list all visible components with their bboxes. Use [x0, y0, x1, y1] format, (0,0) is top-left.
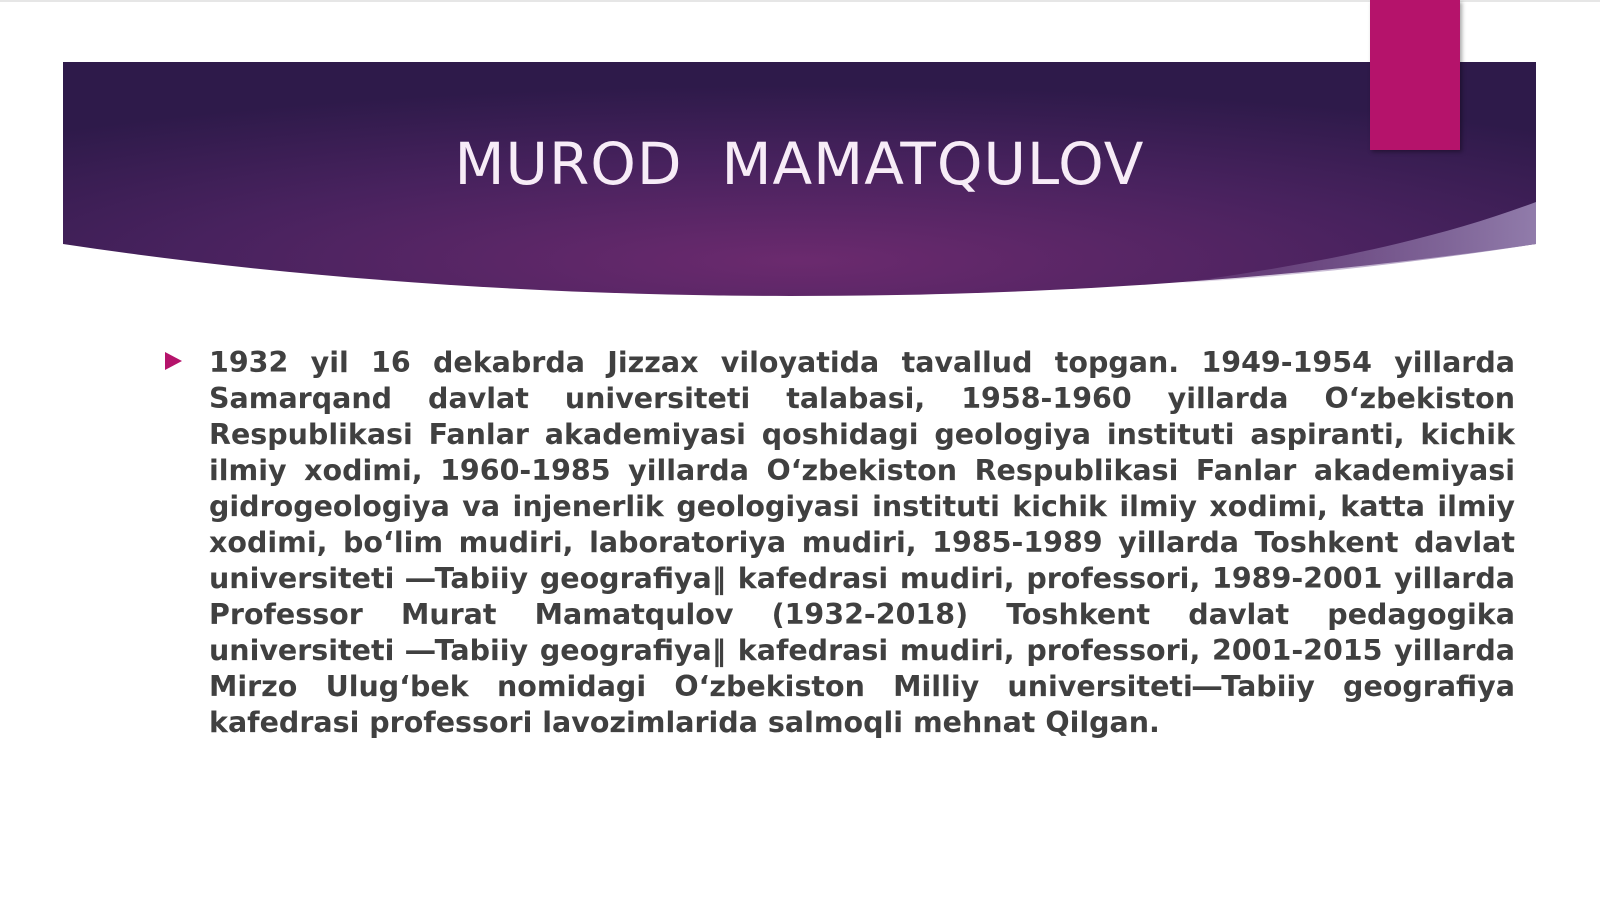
slide-title: MUROD MAMATQULOV [454, 130, 1145, 198]
triangle-right-icon [165, 352, 182, 370]
accent-tab [1370, 0, 1460, 150]
bullet-paragraph: 1932 yil 16 dekabrda Jizzax viloyatida tavallud topgan. 1949-1954 yillarda Samarqand davlat universiteti talabasi, 1958-1960 yillarda O‘zbekiston Respublikasi Fanlar akademiyasi qoshidagi geologiya instituti aspiranti, kichik ilmiy xodimi, 1960-1985 yillarda O‘zbekiston Respublikasi Fanlar akademiyasi gidrogeologiya va injenerlik geologiyasi instituti kichik ilmiy xodimi, katta ilmiy xodimi, bo‘lim mudiri, laboratoriya mudiri, 1985-1989 yillarda Toshkent davlat universiteti ―Tabiiy geografiya‖ kafedrasi mudiri, professori, 1989-2001 yillarda Professor Murat Mamatqulov (1932-2018) Toshkent davlat pedagogika universiteti ―Tabiiy geografiya‖ kafedrasi mudiri, professori, 2001-2015 yillarda Mirzo Ulug‘bek nomidagi O‘zbekiston Milliy universiteti―Tabiiy geografiya kafedrasi professori lavozimlarida salmoqli mehnat Qilgan. [209, 346, 1515, 739]
